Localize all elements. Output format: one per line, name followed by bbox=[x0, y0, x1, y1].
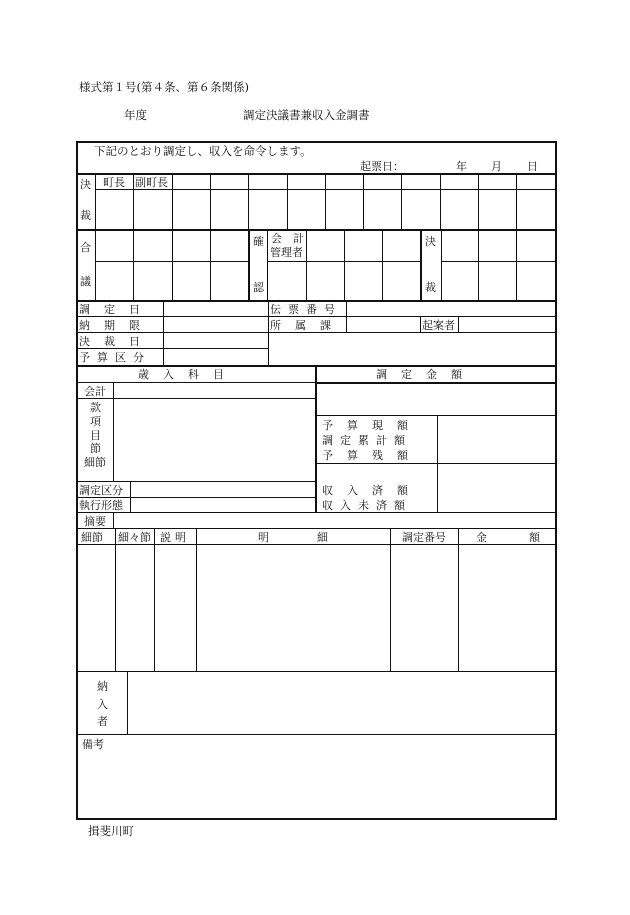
town-name: 揖斐川町 bbox=[88, 824, 134, 838]
uncollected-label: 収入未済額 bbox=[322, 499, 412, 512]
remarks-label: 備考 bbox=[82, 738, 104, 751]
payer-label-1: 納 bbox=[97, 680, 108, 693]
adjusted-total-label: 調定累計額 bbox=[322, 434, 412, 447]
draft-year-label: 年 bbox=[456, 160, 467, 173]
adjusted-amount-header: 調定金額 bbox=[376, 368, 476, 381]
draft-day-label: 日 bbox=[527, 160, 538, 173]
department-label: 所属課 bbox=[270, 319, 345, 332]
kou-label: 項 bbox=[90, 415, 101, 428]
deputy-mayor-label: 副町長 bbox=[135, 176, 168, 189]
kessai2-label-top: 決 bbox=[425, 235, 436, 248]
account-label: 会計 bbox=[84, 385, 106, 398]
kakunin-label-bottom: 認 bbox=[253, 281, 264, 294]
detail-col-saisetsu: 細節 bbox=[81, 531, 103, 544]
payer-label-3: 者 bbox=[97, 715, 108, 728]
accounting-manager-label-1: 会 計 bbox=[271, 232, 304, 245]
collected-label: 収入済額 bbox=[322, 484, 422, 497]
draft-month-label: 月 bbox=[491, 160, 502, 173]
kessai2-label-bottom: 裁 bbox=[425, 281, 436, 294]
document-title: 調定決議書兼収入金調書 bbox=[243, 108, 370, 122]
gougi-label-top: 合 bbox=[80, 241, 91, 254]
revenue-subject-header: 歳入科目 bbox=[138, 368, 238, 381]
drafter-label: 起案者 bbox=[422, 319, 455, 332]
budget-current-label: 予算現額 bbox=[322, 419, 422, 432]
form-number: 様式第１号(第４条、第６条関係) bbox=[79, 80, 249, 94]
adjust-date-label: 調定日 bbox=[79, 303, 154, 316]
kan-label: 款 bbox=[90, 401, 101, 414]
fiscal-year-label: 年度 bbox=[124, 108, 147, 122]
kessai-label-bottom: 裁 bbox=[80, 209, 91, 222]
detail-col-meisai: 明細 bbox=[258, 531, 376, 544]
saisetsu-label: 細節 bbox=[84, 456, 106, 469]
moku-label: 目 bbox=[90, 429, 101, 442]
mayor-label: 町長 bbox=[103, 176, 125, 189]
detail-col-saisaisetsu: 細々節 bbox=[118, 531, 151, 544]
budget-category-label: 予算区分 bbox=[79, 351, 151, 364]
gougi-label-bottom: 議 bbox=[80, 275, 91, 288]
summary-label: 摘要 bbox=[84, 515, 106, 528]
adjust-category-label: 調定区分 bbox=[79, 484, 123, 497]
detail-col-number: 調定番号 bbox=[402, 531, 446, 544]
decision-date-label: 決裁日 bbox=[79, 335, 154, 348]
setsu-label: 節 bbox=[90, 442, 101, 455]
kessai-label-top: 決 bbox=[80, 178, 91, 191]
execution-form-label: 執行形態 bbox=[79, 499, 123, 512]
intro-statement: 下記のとおり調定し、収入を命令します。 bbox=[94, 144, 312, 158]
due-date-label: 納期限 bbox=[79, 319, 154, 332]
kakunin-label-top: 確 bbox=[253, 235, 264, 248]
detail-col-explain: 説明 bbox=[160, 531, 190, 544]
detail-col-amount: 金額 bbox=[476, 531, 582, 544]
payer-label-2: 入 bbox=[97, 698, 108, 711]
draft-date-label: 起票日： bbox=[360, 160, 404, 173]
voucher-number-label: 伝票番号 bbox=[270, 303, 342, 316]
accounting-manager-label-2: 管理者 bbox=[270, 246, 303, 259]
budget-remaining-label: 予算残額 bbox=[322, 449, 422, 462]
